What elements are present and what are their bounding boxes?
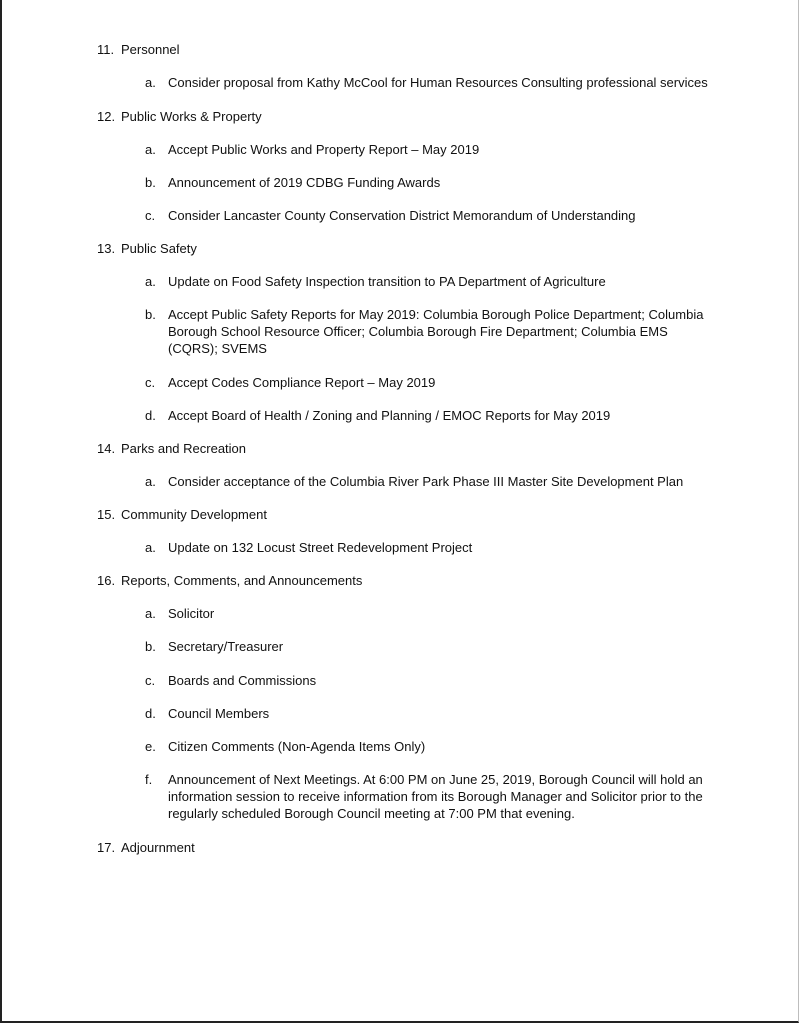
agenda-item: Announcement of 2019 CDBG Funding Awards: [168, 175, 441, 190]
section-number: 14.: [97, 441, 116, 456]
item-letter: c.: [145, 375, 156, 390]
agenda-item: Accept Codes Compliance Report – May 2019: [168, 375, 436, 390]
item-letter: a.: [145, 142, 156, 157]
item-letter: d.: [145, 408, 156, 423]
section-number: 11.: [97, 42, 115, 57]
item-letter: c.: [145, 673, 156, 688]
item-letter: a.: [145, 274, 156, 289]
section-title-reports: Reports, Comments, and Announcements: [121, 573, 363, 588]
agenda-item: Accept Public Safety Reports for May 2019: Columbia Borough Police Department; Columbia Borough School Resource Officer; Columbia Borough Fire Department; Columbia EMS (CQRS); SVEMS: [168, 307, 704, 356]
item-letter: a.: [145, 606, 156, 621]
agenda-item: Update on Food Safety Inspection transition to PA Department of Agriculture: [168, 274, 606, 289]
section-title-adjournment: Adjournment: [121, 840, 195, 855]
section-title-personnel: Personnel: [121, 42, 180, 57]
agenda-item: Update on 132 Locust Street Redevelopment Project: [168, 540, 473, 555]
agenda-item: Accept Board of Health / Zoning and Planning / EMOC Reports for May 2019: [168, 408, 611, 423]
agenda-item: Secretary/Treasurer: [168, 639, 284, 654]
agenda-item: Boards and Commissions: [168, 673, 317, 688]
agenda-item: Announcement of Next Meetings. At 6:00 PM on June 25, 2019, Borough Council will hold an information session to receive information from its Borough Manager and Solicitor prior to the regularly scheduled Borough Council meeting at 7:00 PM that evening.: [168, 772, 703, 821]
section-title-public-safety: Public Safety: [121, 241, 197, 256]
item-letter: f.: [145, 772, 153, 787]
item-letter: b.: [145, 307, 156, 322]
item-letter: d.: [145, 706, 156, 721]
agenda-item: Consider Lancaster County Conservation District Memorandum of Understanding: [168, 208, 636, 223]
section-title-public-works: Public Works & Property: [121, 109, 262, 124]
item-letter: a.: [145, 540, 156, 555]
section-number: 15.: [97, 507, 116, 522]
section-number: 12.: [97, 109, 116, 124]
item-letter: c.: [145, 208, 156, 223]
agenda-item: Accept Public Works and Property Report – May 2019: [168, 142, 480, 157]
agenda-item: Consider acceptance of the Columbia River Park Phase III Master Site Development Plan: [168, 474, 684, 489]
section-number: 13.: [97, 241, 116, 256]
item-letter: a.: [145, 75, 156, 90]
agenda-item: Solicitor: [168, 606, 215, 621]
section-number: 16.: [97, 573, 116, 588]
agenda-item: Consider proposal from Kathy McCool for Human Resources Consulting professional services: [168, 75, 708, 90]
section-title-community-development: Community Development: [121, 507, 267, 522]
item-letter: b.: [145, 175, 156, 190]
item-letter: e.: [145, 739, 156, 754]
item-letter: b.: [145, 639, 156, 654]
item-letter: a.: [145, 474, 156, 489]
section-number: 17.: [97, 840, 116, 855]
section-title-parks: Parks and Recreation: [121, 441, 247, 456]
agenda-item: Council Members: [168, 706, 270, 721]
agenda-item: Citizen Comments (Non-Agenda Items Only): [168, 739, 426, 754]
